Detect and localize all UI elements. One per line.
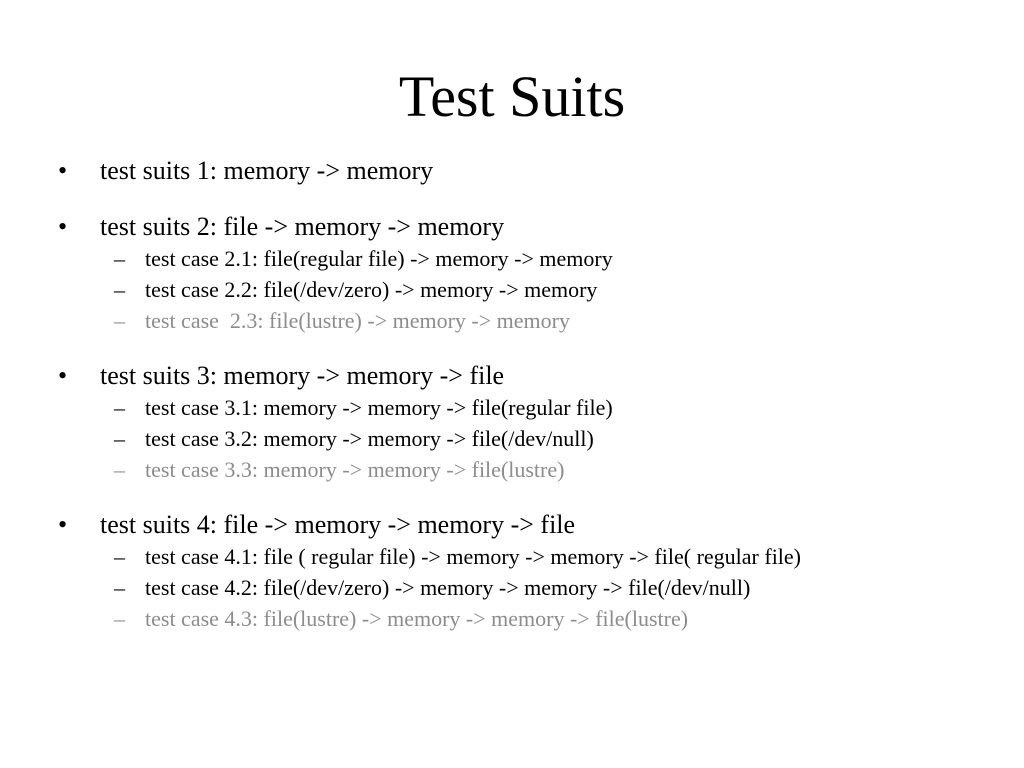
- bullet-icon: •: [58, 510, 68, 539]
- suite-line: [0, 359, 1024, 393]
- suite-label: test suits 3: memory -> memory -> file: [100, 361, 505, 390]
- case-label: test case 3.1: memory -> memory -> file(regular file): [145, 395, 613, 420]
- dash-icon: –: [114, 395, 125, 420]
- dash-icon: –: [114, 575, 125, 600]
- bullet-icon: •: [58, 212, 68, 241]
- suite-line: [0, 508, 1024, 542]
- case-item: [0, 573, 1024, 604]
- suite-item: [0, 210, 1024, 337]
- dash-icon: –: [114, 457, 125, 482]
- case-label: test case 2.2: file(/dev/zero) -> memory -> memory: [145, 277, 598, 302]
- case-item: [0, 306, 1024, 337]
- case-label: test case 3.2: memory -> memory -> file(/dev/null): [145, 426, 594, 451]
- test-suite-list: [0, 154, 1024, 657]
- suite-label: test suits 2: file -> memory -> memory: [100, 212, 505, 241]
- suite-label: test suits 1: memory -> memory: [100, 156, 434, 185]
- case-item: [0, 424, 1024, 455]
- suite-item: [0, 508, 1024, 635]
- case-label: test case 2.3: file(lustre) -> memory -> memory: [145, 308, 570, 333]
- slide-title: Test Suits: [398, 64, 626, 129]
- suite-label: test suits 4: file -> memory -> memory -> file: [100, 510, 576, 539]
- dash-icon: –: [114, 544, 125, 569]
- case-item: [0, 275, 1024, 306]
- dash-icon: –: [114, 308, 125, 333]
- suite-line: [0, 154, 1024, 188]
- case-item: [0, 393, 1024, 424]
- dash-icon: –: [114, 426, 125, 451]
- case-label: test case 4.3: file(lustre) -> memory -> memory -> file(lustre): [145, 606, 689, 631]
- case-label: test case 4.2: file(/dev/zero) -> memory -> memory -> file(/dev/null): [145, 575, 751, 600]
- case-label: test case 2.1: file(regular file) -> memory -> memory: [145, 246, 613, 271]
- case-item: [0, 542, 1024, 573]
- bullet-icon: •: [58, 361, 68, 390]
- suite-item: [0, 359, 1024, 486]
- bullet-icon: •: [58, 156, 68, 185]
- suite-line: [0, 210, 1024, 244]
- dash-icon: –: [114, 246, 125, 271]
- dash-icon: –: [114, 606, 125, 631]
- case-item: [0, 455, 1024, 486]
- suite-item: [0, 154, 1024, 188]
- dash-icon: –: [114, 277, 125, 302]
- case-item: [0, 604, 1024, 635]
- case-label: test case 4.1: file ( regular file) -> memory -> memory -> file( regular file): [145, 544, 802, 569]
- case-item: [0, 244, 1024, 275]
- case-label: test case 3.3: memory -> memory -> file(lustre): [145, 457, 565, 482]
